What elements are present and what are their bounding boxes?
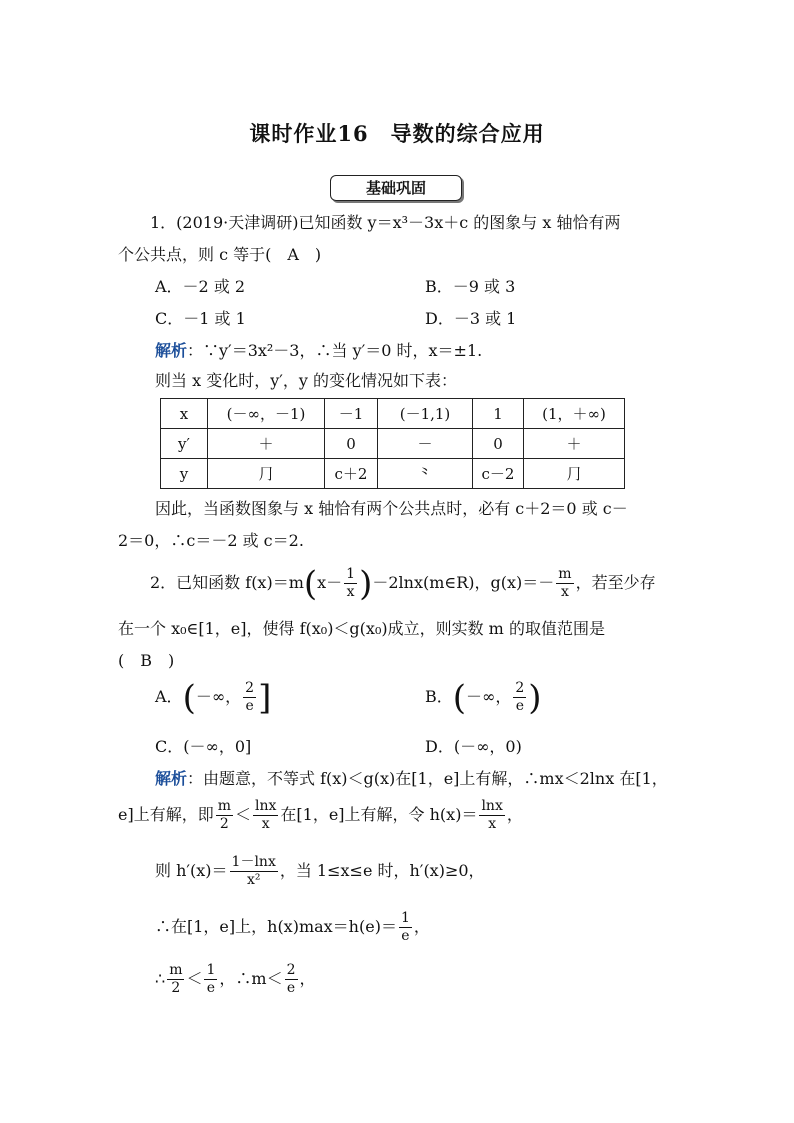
option-text: －∞， <box>466 687 512 706</box>
q2-text: 2．已知函数 f(x)＝m <box>150 573 304 592</box>
q2-solution-line3 <box>155 854 485 889</box>
fraction <box>243 680 256 715</box>
q1-option-a: A．－2 或 2 <box>155 277 246 296</box>
q2-line1 <box>150 563 656 604</box>
q2-text: x－ <box>317 573 343 592</box>
option-label: B． <box>425 687 453 706</box>
numerator: 1－lnx <box>231 854 276 870</box>
q1-table-intro: 则当 x 变化时，y′，y 的变化情况如下表： <box>155 371 457 390</box>
table-cell: ⺆ <box>524 459 625 489</box>
q2-text: ＜ <box>186 969 203 988</box>
q1-jiexi-text: ：∵y′＝3x²－3，∴当 y′＝0 时，x＝±1. <box>187 341 483 360</box>
table-cell: 1 <box>473 399 524 429</box>
table-cell: (－1,1) <box>378 399 473 429</box>
q2-text: ∴在[1，e]上，h(x)max＝h(e)＝ <box>155 917 397 936</box>
left-paren: ( <box>182 677 196 718</box>
table-cell: 0 <box>325 429 378 459</box>
title-topic: 导数的综合应用 <box>390 121 545 146</box>
denominator: x <box>346 584 355 600</box>
numerator: 1 <box>206 962 216 978</box>
q2-text: ，∴m＜ <box>219 969 283 988</box>
numerator: 2 <box>515 680 525 696</box>
right-bracket: ] <box>258 677 272 718</box>
q2-solution-line4 <box>155 910 430 945</box>
q2-text: ， <box>413 917 430 936</box>
q1-option-b: B．－9 或 3 <box>425 277 516 296</box>
fraction <box>344 566 357 601</box>
q1-option-c: C．－1 或 1 <box>155 309 246 328</box>
title-label: 课时作业16 <box>249 121 369 146</box>
denominator: 2 <box>171 980 181 996</box>
q1-conclusion-line2: 2＝0，∴c＝－2 或 c＝2. <box>118 531 304 550</box>
table-cell: y <box>161 459 208 489</box>
table-cell: (1，＋∞) <box>524 399 625 429</box>
q2-text: 则 h′(x)＝ <box>155 861 228 880</box>
q2-solution-line1 <box>155 768 668 790</box>
numerator: 1 <box>400 910 410 926</box>
q1-line1: 1．(2019·天津调研)已知函数 y＝x³－3x＋c 的图象与 x 轴恰有两 <box>150 213 621 232</box>
q2-text: ， <box>506 805 523 824</box>
denominator: 2 <box>219 816 229 832</box>
q2-text: e]上有解，即 <box>118 805 214 824</box>
table-cell: c＋2 <box>325 459 378 489</box>
fraction <box>513 680 526 715</box>
table-cell: ⺆ <box>208 459 325 489</box>
q1-solution-line <box>155 340 482 362</box>
q2-solution-line2 <box>118 798 523 833</box>
q2-line2: 在一个 x₀∈[1，e]，使得 f(x₀)＜g(x₀)成立，则实数 m 的取值范围是 <box>118 619 605 638</box>
q2-line3: ( B ) <box>118 651 175 670</box>
q2-text: ， <box>299 969 316 988</box>
fraction <box>479 798 504 833</box>
denominator: x <box>560 584 569 600</box>
fraction <box>253 798 278 833</box>
q2-solution-line5 <box>155 962 316 997</box>
table-cell: ＋ <box>524 429 625 459</box>
right-paren: ) <box>359 563 373 604</box>
table-row <box>161 429 625 459</box>
denominator: e <box>206 980 216 996</box>
q2-text: ＜ <box>235 805 252 824</box>
numerator: lnx <box>255 798 277 814</box>
option-text: －∞， <box>195 687 242 706</box>
denominator: x <box>261 816 270 832</box>
left-paren: ( <box>303 563 318 604</box>
fraction <box>399 910 412 945</box>
table-row <box>161 399 625 429</box>
denominator: e <box>245 698 254 714</box>
q1-line2: 个公共点，则 c 等于( A ) <box>118 245 322 264</box>
q2-jiexi-text: ：由题意，不等式 f(x)＜g(x)在[1，e]上有解，∴mx＜2lnx 在[1， <box>187 769 668 788</box>
q2-text: ，当 1≤x≤e 时，h′(x)≥0， <box>279 861 485 880</box>
denominator: x² <box>246 872 261 888</box>
numerator: 2 <box>245 680 255 696</box>
fraction <box>230 854 278 889</box>
fraction <box>216 798 233 833</box>
fraction <box>285 962 298 997</box>
table-cell: ＋ <box>208 429 325 459</box>
q2-jiexi-label: 解析 <box>155 769 188 788</box>
q2-text: 在[1，e]上有解，令 h(x)＝ <box>280 805 478 824</box>
table-cell: c－2 <box>473 459 524 489</box>
numerator: m <box>558 566 572 582</box>
page-title <box>0 118 794 148</box>
q1-option-d: D．－3 或 1 <box>425 309 517 328</box>
table-cell: 0 <box>473 429 524 459</box>
q1-jiexi-label: 解析 <box>155 341 188 360</box>
q2-option-b <box>425 677 542 718</box>
numerator: m <box>169 962 183 978</box>
q1-conclusion-line1: 因此，当函数图象与 x 轴恰有两个公共点时，必有 c＋2＝0 或 c－ <box>155 499 628 518</box>
denominator: e <box>515 698 524 714</box>
fraction <box>204 962 217 997</box>
q2-option-c: C．(－∞，0] <box>155 737 252 756</box>
option-label: A． <box>155 687 183 706</box>
table-cell: －1 <box>325 399 378 429</box>
table-cell: y′ <box>161 429 208 459</box>
variation-table <box>160 398 625 489</box>
numerator: lnx <box>481 798 503 814</box>
table-cell: (－∞，－1) <box>208 399 325 429</box>
numerator: 1 <box>346 566 356 582</box>
denominator: e <box>286 980 296 996</box>
numerator: m <box>217 798 231 814</box>
q2-text: ，若至少存 <box>575 573 656 592</box>
table-cell: x <box>161 399 208 429</box>
q2-text: ∴ <box>155 969 166 988</box>
q2-option-a <box>155 677 272 718</box>
section-badge: 基础巩固 <box>330 175 462 201</box>
table-cell: － <box>378 429 473 459</box>
left-paren: ( <box>452 677 467 718</box>
q2-text: －2lnx(m∈R)，g(x)＝－ <box>372 573 555 592</box>
table-row <box>161 459 625 489</box>
numerator: 2 <box>286 962 296 978</box>
q2-option-d: D．(－∞，0) <box>425 737 522 756</box>
fraction <box>167 962 184 997</box>
denominator: x <box>488 816 497 832</box>
denominator: e <box>401 928 410 944</box>
fraction <box>556 566 573 601</box>
table-cell: ⺀ <box>378 459 473 489</box>
right-paren: ) <box>528 677 542 718</box>
